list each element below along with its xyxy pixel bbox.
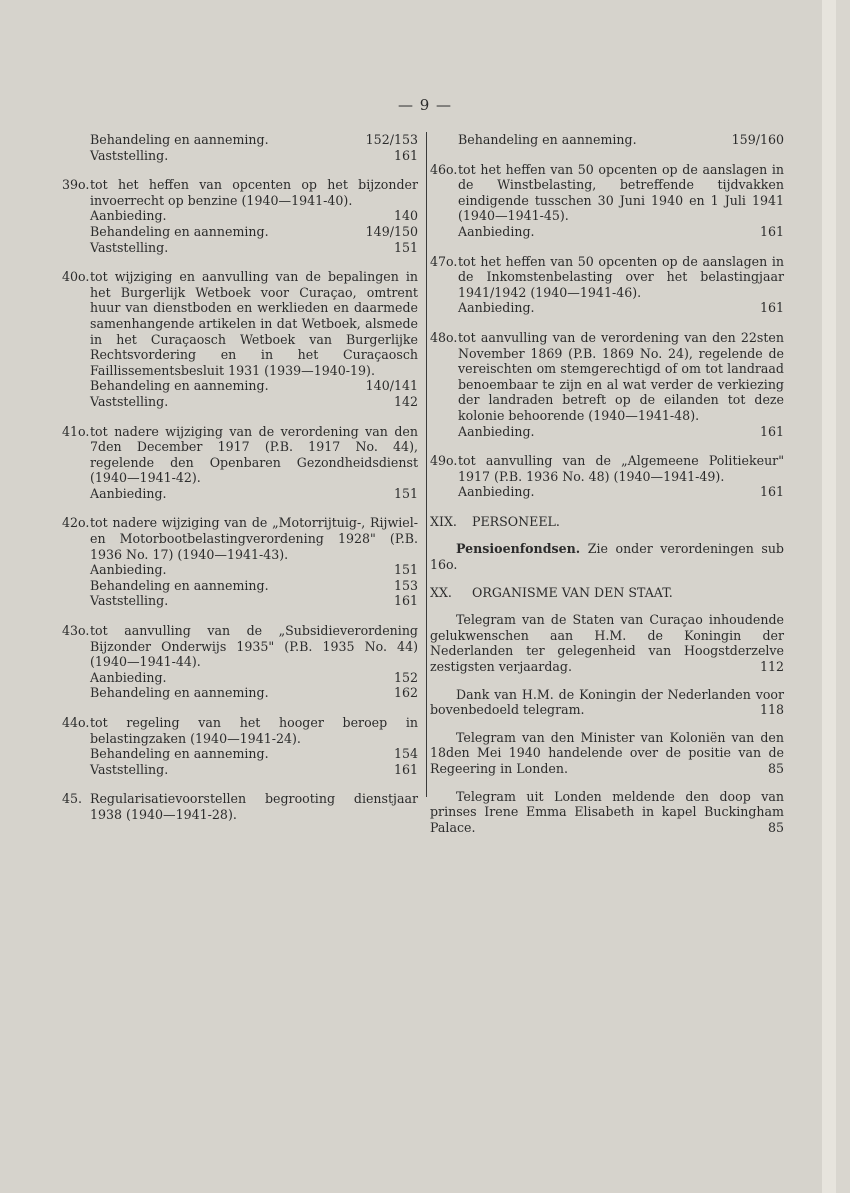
entry-number: 45. <box>62 791 83 807</box>
entry-line: Behandeling en aanneming. 162 <box>90 685 418 701</box>
page-edge <box>822 0 836 1193</box>
entry-line: Aanbieding. 161 <box>458 300 784 316</box>
entry-line: Aanbieding. 161 <box>458 484 784 500</box>
entry-description: tot aanvulling van de „Subsidieverordening Bijzonder Onderwijs 1935" (P.B. 1935 No. 44) (1940—1941-44). <box>90 623 418 670</box>
section-xix-text: Pensioenfondsen. Zie onder verordeningen sub 16o. <box>430 541 784 573</box>
entry-description: tot aanvulling van de verordening van den 22sten November 1869 (P.B. 1869 No. 24), regelende de vereischten om stemgerechtigd of om tot landraad benoembaar te zijn en al wat verder de verkiezing der landraden betreft op de eilanden tot deze kolonie behoorende (1940—1941-48). <box>458 329 784 423</box>
entry-line: Behandeling en aanneming. 140/141 <box>90 378 418 394</box>
entry-number: 43o. <box>62 623 90 639</box>
entry-line: Behandeling en aanneming. 153 <box>90 577 418 593</box>
section-xx-paragraph: Telegram uit Londen meldende den doop van prinses Irene Emma Elisabeth in kapel Buckingham Palace. 85 <box>430 788 784 835</box>
entry-line: Behandeling en aanneming. 154 <box>90 746 418 762</box>
entry-42o <box>62 515 418 609</box>
right-column <box>430 132 784 847</box>
entry-number: 41o. <box>62 423 90 439</box>
entry-description: tot het heffen van 50 opcenten op de aanslagen in de Inkomstenbelasting over het belastingjaar 1941/1942 (1940—1941-46). <box>458 253 784 300</box>
entry-line: Vaststelling. 142 <box>90 393 418 409</box>
entry-45 <box>62 791 418 822</box>
entry-line: Vaststelling. 161 <box>90 147 418 163</box>
entry-48o <box>430 330 784 439</box>
entry-line: Behandeling en aanneming. 152/153 <box>90 132 418 147</box>
entry-number: 44o. <box>62 715 90 730</box>
section-xx-paragraph: Telegram van de Staten van Curaçao inhoudende gelukwenschen aan H.M. de Koningin der Nederlanden ter gelegenheid van Hoogstderzelve zestigsten verjaardag. 112 <box>430 612 784 675</box>
left-top-lines <box>62 132 418 163</box>
entry-description: tot nadere wijziging van de verordening van den 7den December 1917 (P.B. 1917 No. 44), regelende den Openbaren Gezondheidsdienst (1940—1941-42). <box>90 423 418 486</box>
entry-number: 49o. <box>430 453 458 469</box>
section-xx-paragraph: Telegram van den Minister van Koloniën van den 18den Mei 1940 handelende over de positie van de Regeering in Londen. 85 <box>430 729 784 776</box>
left-column <box>62 132 418 837</box>
entry-44o <box>62 715 418 777</box>
entry-description: tot aanvulling van de „Algemeene Politiekeur" 1917 (P.B. 1936 No. 48) (1940—1941-49). <box>458 453 784 484</box>
entry-description: tot het heffen van opcenten op het bijzonder invoerrecht op benzine (1940—1941-40). <box>90 177 418 208</box>
entry-description: tot wijziging en aanvulling van de bepalingen in het Burgerlijk Wetboek voor Curaçao, omtrent huur van dienstboden en werklieden en daarmede samenhangende artikelen in dat Wetboek, alsmede in het Curaçaosch Wetboek van Burgerlijke Rechtsvordering en in het Curaçaosch Faillissementsbesluit 1931 (1939—1940-19). <box>90 269 418 378</box>
entry-line: Vaststelling. 161 <box>90 761 418 777</box>
entry-number: 42o. <box>62 515 90 531</box>
entry-49o <box>430 453 784 500</box>
entry-line: Behandeling en aanneming. 149/150 <box>90 223 418 239</box>
entry-line: Behandeling en aanneming. 159/160 <box>458 132 784 147</box>
entry-41o <box>62 424 418 502</box>
entry-description: tot nadere wijziging van de „Motorrijtuig-, Rijwiel- en Motorbootbelastingverordening 1928" (P.B. 1936 No. 17) (1940—1941-43). <box>90 515 418 562</box>
entry-line: Vaststelling. 161 <box>90 593 418 609</box>
entry-47o <box>430 254 784 316</box>
entry-number: 46o. <box>430 161 458 177</box>
entry-40o <box>62 269 418 409</box>
entry-number: 47o. <box>430 253 458 269</box>
entry-line: Aanbieding. 151 <box>90 485 418 501</box>
section-heading-xx: XX. ORGANISME VAN DEN STAAT. <box>430 584 673 600</box>
entry-number: 39o. <box>62 177 90 193</box>
section-heading-xix: XIX. PERSONEEL. <box>430 513 560 529</box>
entry-39o <box>62 177 418 255</box>
section-xx-paragraph: Dank van H.M. de Koningin der Nederlanden voor bovenbedoeld telegram. 118 <box>430 686 784 718</box>
page-number: — 9 — <box>397 96 453 114</box>
entry-line: Aanbieding. 161 <box>458 223 784 239</box>
entry-43o <box>62 623 418 701</box>
entry-line: Aanbieding. 151 <box>90 562 418 578</box>
entry-number: 48o. <box>430 329 458 345</box>
entry-description: Regularisatievoorstellen begrooting dienstjaar 1938 (1940—1941-28). <box>90 791 418 822</box>
column-divider <box>426 132 427 797</box>
entry-46o <box>430 162 784 240</box>
right-top-lines <box>430 132 784 148</box>
entry-description: tot het heffen van 50 opcenten op de aanslagen in de Winstbelasting, betreffende tijdvakken eindigende tusschen 30 Juni 1940 en 1 Juli 1941 (1940—1941-45). <box>458 161 784 224</box>
entry-line: Aanbieding. 140 <box>90 208 418 224</box>
entry-number: 40o. <box>62 269 90 285</box>
entry-line: Aanbieding. 161 <box>458 423 784 439</box>
entry-line: Vaststelling. 151 <box>90 239 418 255</box>
entry-line: Aanbieding. 152 <box>90 669 418 685</box>
entry-description: tot regeling van het hooger beroep in belastingzaken (1940—1941-24). <box>90 715 418 746</box>
